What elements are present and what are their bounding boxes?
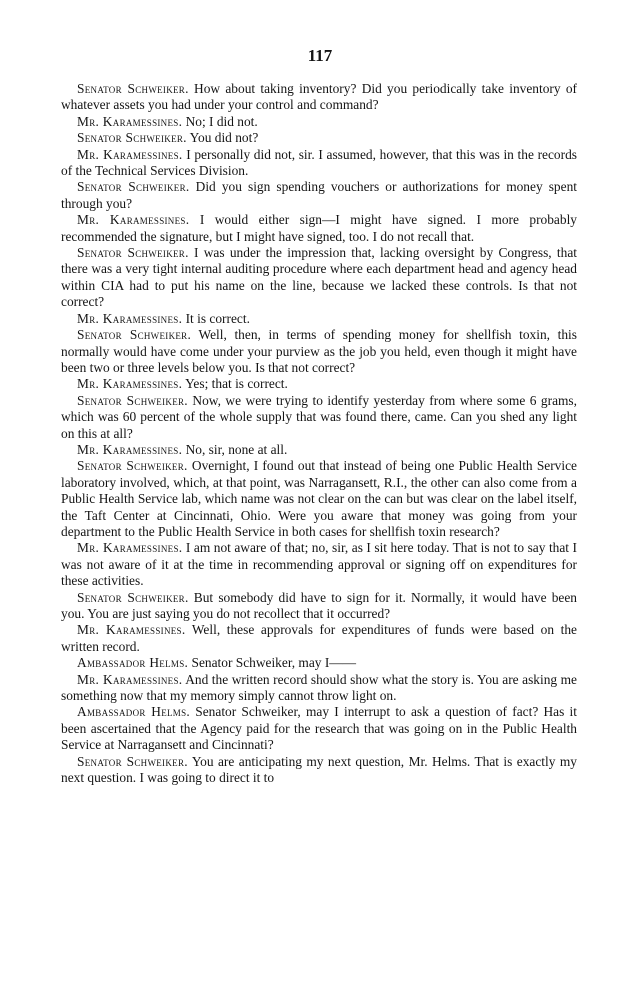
speaker-name: Mr. Karamessines. xyxy=(77,146,183,162)
speaker-name: Mr. Karamessines. xyxy=(77,113,183,129)
speaker-name: Mr. Karamessines. xyxy=(77,540,183,556)
speaker-name: Senator Schweiker. xyxy=(77,458,188,474)
paragraph-text: Senator Schweiker, may I interrupt to ask a question of fact? Has it been ascertained that the Agency paid for the research that was going on in the Public Health Service at Narragansett and Cincinnati? xyxy=(61,704,578,753)
paragraph-text: Now, we were trying to identify yesterday from where some 6 grams, which was 60 percent of the whole supply that was found there, came. Can you shed any light on this at all? xyxy=(61,392,577,441)
speaker-name: Senator Schweiker. xyxy=(77,327,192,343)
transcript-paragraph xyxy=(61,114,577,130)
transcript-paragraph xyxy=(61,622,577,655)
transcript-paragraph xyxy=(61,81,577,114)
transcript-paragraph xyxy=(61,655,577,671)
paragraph-text: You did not? xyxy=(186,130,259,146)
speaker-name: Mr. Karamessines. xyxy=(77,671,183,687)
transcript-paragraph xyxy=(61,130,577,146)
transcript-paragraph xyxy=(61,704,577,753)
paragraph-text: It is correct. xyxy=(182,310,250,326)
transcript-paragraph xyxy=(61,672,577,705)
transcript-paragraph xyxy=(61,212,577,245)
paragraph-text: You are anticipating my next question, Mr. Helms. That is exactly my next question. I was going to direct it to xyxy=(61,753,577,786)
transcript-paragraph xyxy=(61,590,577,623)
transcript-paragraph xyxy=(61,393,577,442)
paragraph-text: But somebody did have to sign for it. Normally, it would have been you. You are just saying you do not recollect that it occurred? xyxy=(61,589,577,621)
speaker-name: Mr. Karamessines. xyxy=(77,622,186,638)
paragraph-text: I am not aware of that; no, sir, as I sit here today. That is not to say that I was not aware of it at the time in recommending approval or signing off on expenditures for these activities. xyxy=(61,540,577,589)
transcript-paragraph xyxy=(61,147,577,180)
paragraph-text: How about taking inventory? Did you periodically take inventory of whatever assets you had under your control and command? xyxy=(61,81,577,113)
speaker-name: Mr. Karamessines. xyxy=(77,212,190,228)
paragraph-text: Did you sign spending vouchers or authorizations for money spent through you? xyxy=(61,179,577,211)
paragraph-text: No, sir, none at all. xyxy=(182,441,288,457)
transcript-paragraph xyxy=(61,179,577,212)
speaker-name: Senator Schweiker. xyxy=(77,753,188,769)
transcript-paragraph xyxy=(61,754,577,787)
transcript-paragraph xyxy=(61,376,577,392)
transcript-paragraph xyxy=(61,442,577,458)
speaker-name: Mr. Karamessines. xyxy=(77,310,183,326)
paragraph-text: And the written record should show what the story is. You are asking me something now that my memory simply cannot throw light on. xyxy=(61,671,577,704)
speaker-name: Senator Schweiker. xyxy=(77,589,189,605)
paragraph-text: Well, then, in terms of spending money for shellfish toxin, this normally would have come under your purview as the job you held, even though it might have been two or three levels below you. Is that not correct? xyxy=(61,327,577,375)
speaker-name: Senator Schweiker. xyxy=(77,392,188,408)
transcript-paragraph xyxy=(61,327,577,376)
transcript-paragraph xyxy=(61,458,577,540)
page-number: 117 xyxy=(307,46,333,65)
transcript-paragraph xyxy=(61,311,577,327)
paragraph-text: Senator Schweiker, may I—— xyxy=(188,655,357,671)
paragraph-text: Yes; that is correct. xyxy=(182,376,288,392)
transcript-paragraph xyxy=(61,540,577,589)
paragraph-text: Well, these approvals for expenditures of funds were based on the written record. xyxy=(61,622,577,654)
speaker-name: Senator Schweiker. xyxy=(77,179,190,195)
speaker-name: Ambassador Helms. xyxy=(77,655,189,671)
paragraph-text: I was under the impression that, lacking oversight by Congress, that there was a very tight internal auditing procedure where each department head and agency head within CIA had to put his name on the line, because we lacked these controls. Is that not correct? xyxy=(61,245,577,310)
transcript-paragraph xyxy=(61,245,577,311)
paragraph-text: No; I did not. xyxy=(182,113,258,129)
speaker-name: Ambassador Helms. xyxy=(77,704,191,720)
paragraph-text: I would either sign—I might have signed. I more probably recommended the signature, but I might have signed, too. I do not recall that. xyxy=(61,212,577,244)
speaker-name: Senator Schweiker. xyxy=(77,130,187,146)
paragraph-text: I personally did not, sir. I assumed, however, that this was in the records of the Technical Services Division. xyxy=(61,146,577,179)
speaker-name: Mr. Karamessines. xyxy=(77,376,183,392)
speaker-name: Senator Schweiker. xyxy=(77,81,189,96)
speaker-name: Senator Schweiker. xyxy=(77,245,189,261)
transcript-body xyxy=(61,81,577,786)
paragraph-text: Overnight, I found out that instead of being one Public Health Service laboratory involved, which, at that point, was Narragansett, R.I., the other can also come from a Public Health Service lab, which name was not clear on the can but was clear on the label itself, the Taft Center at Cincinnati, Ohio. Were you aware that money was going from your department to the Public Health Service in both cases for shellfish toxin research? xyxy=(61,458,577,539)
speaker-name: Mr. Karamessines. xyxy=(77,441,183,457)
